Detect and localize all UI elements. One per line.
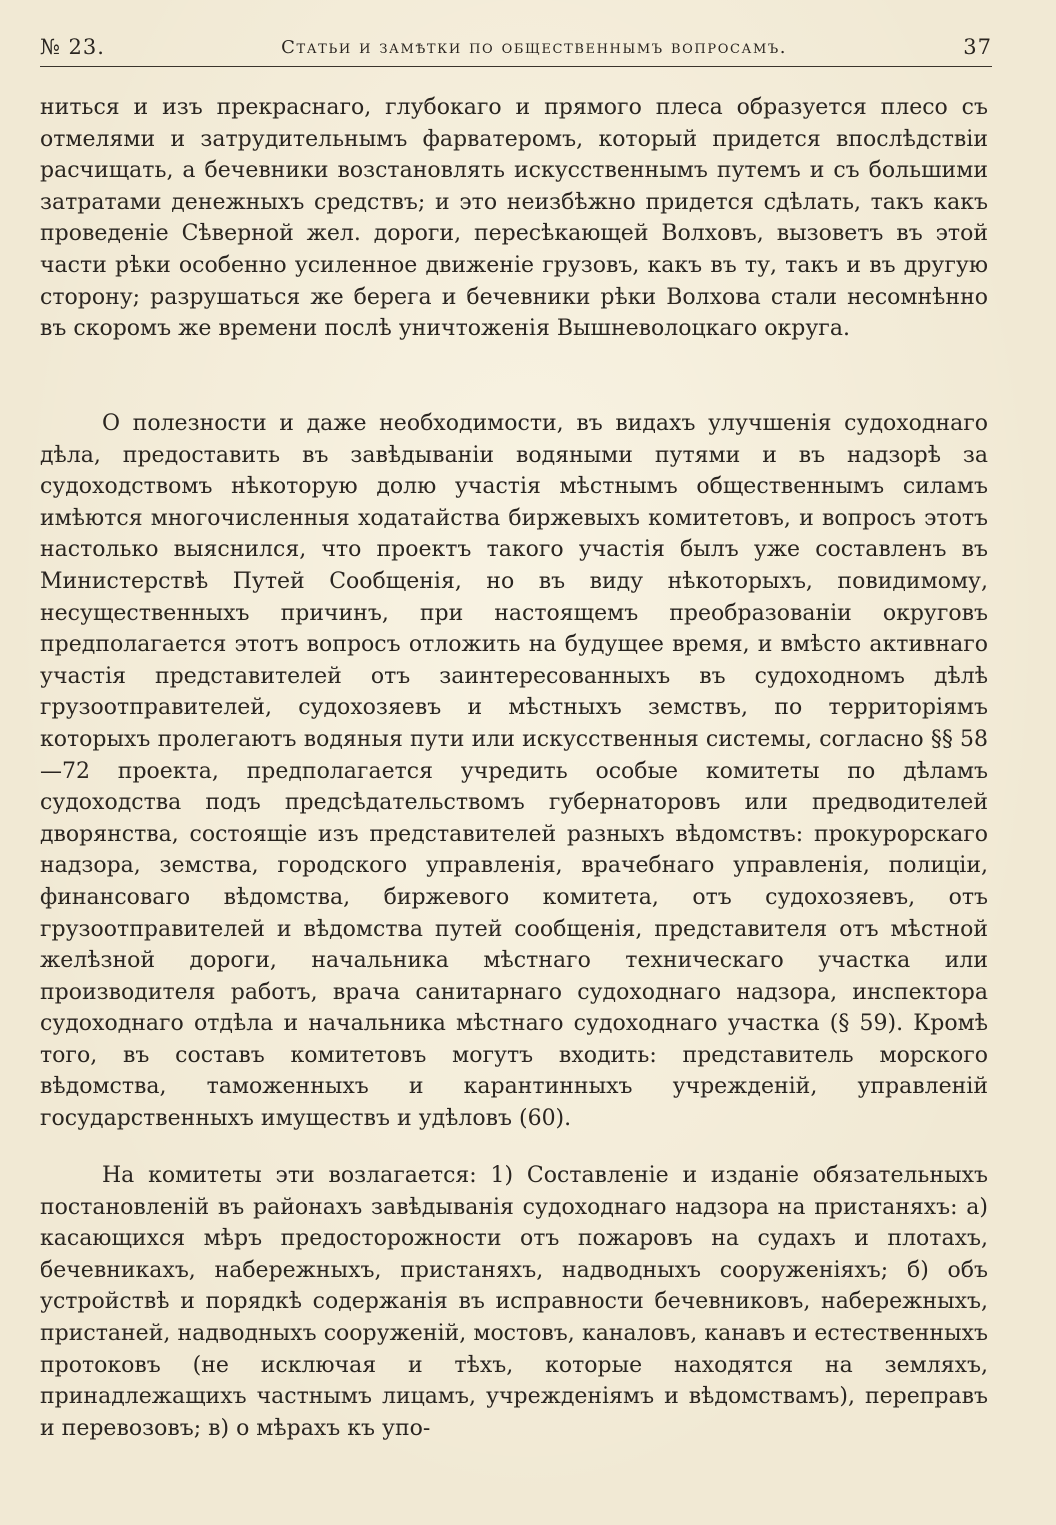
paragraph-duties xyxy=(40,1160,988,1444)
issue-number: № 23. xyxy=(40,35,105,59)
running-title: Статьи и замѣтки по общественнымъ вопросамъ. xyxy=(281,36,788,58)
page-number: 37 xyxy=(963,35,992,59)
running-header xyxy=(40,30,992,64)
paragraph-continuation xyxy=(40,92,988,345)
paragraph-committees xyxy=(40,408,988,1135)
paragraph-text: На комитеты эти возлагается: 1) Составленіе и изданіе обязательныхъ постановленій въ районахъ завѣдыванія судоходнаго надзора на пристаняхъ: а) касающихся мѣръ предосторожности отъ пожаровъ на судахъ и плотахъ, бечевникахъ, набережныхъ, пристаняхъ, надводныхъ сооруженіяхъ; б) объ устройствѣ и порядкѣ содержанія въ исправности бечевниковъ, набережныхъ, пристаней, надводныхъ сооруженій, мостовъ, каналовъ, канавъ и естественныхъ протоковъ (не исключая и тѣхъ, которые находятся на земляхъ, принадлежащихъ частнымъ лицамъ, учрежденіямъ и вѣдомствамъ), переправъ и перевозовъ; в) о мѣрахъ къ упо- xyxy=(40,1163,988,1441)
paragraph-text: ниться и изъ прекраснаго, глубокаго и прямого плеса образуется плесо съ отмелями и затрудительнымъ фарватеромъ, который придется впослѣдствіи расчищать, а бечевники возстановлять искусственнымъ путемъ и съ большими затратами денежныхъ средствъ; и это неизбѣжно придется сдѣлать, такъ какъ проведеніе Сѣверной жел. дороги, пересѣкающей Волховъ, вызоветъ въ этой части рѣки особенно усиленное движеніе грузовъ, какъ въ ту, такъ и въ другую сторону; разрушаться же берега и бечевники рѣки Волхова стали несомнѣнно въ скоромъ же времени послѣ уничтоженія Вышневолоцкаго округа. xyxy=(40,95,988,342)
paragraph-text: О полезности и даже необходимости, въ видахъ улучшенія судоходнаго дѣла, предоставить въ завѣдываніи водяными путями и въ надзорѣ за судоходствомъ нѣкоторую долю участія мѣстнымъ общественнымъ силамъ имѣются многочисленныя ходатайства биржевыхъ комитетовъ, и вопросъ этотъ настолько выяснился, что проектъ такого участія былъ уже составленъ въ Министерствѣ Путей Сообщенія, но въ виду нѣкоторыхъ, повидимому, несущественныхъ причинъ, при настоящемъ преобразованіи округовъ предполагается этотъ вопросъ отложить на будущее время, и вмѣсто активнаго участія представителей отъ заинтересованныхъ въ судоходномъ дѣлѣ грузоотправителей, судохозяевъ и мѣстныхъ земствъ, по территоріямъ которыхъ пролегаютъ водяныя пути или искусственныя системы, согласно §§ 58—72 проекта, предполагается учредить особые комитеты по дѣламъ судоходства подъ предсѣдательствомъ губернаторовъ или предводителей дворянства, состоящіе изъ представителей разныхъ вѣдомствъ: прокурорскаго надзора, земства, городского управленія, врачебнаго управленія, полиціи, финансоваго вѣдомства, биржевого комитета, отъ судохозяевъ, отъ грузоотправителей и вѣдомства путей сообщенія, представителя отъ мѣстной желѣзной дороги, начальника мѣстнаго техническаго участка или производителя работъ, врача санитарнаго судоходнаго надзора, инспектора судоходнаго отдѣла и начальника мѣстнаго судоходнаго участка (§ 59). Кромѣ того, въ составъ комитетовъ могутъ входить: представитель морского вѣдомства, таможенныхъ и карантинныхъ учрежденій, управленій государственныхъ имуществъ и удѣловъ (60). xyxy=(40,411,988,1132)
header-rule xyxy=(40,66,992,67)
